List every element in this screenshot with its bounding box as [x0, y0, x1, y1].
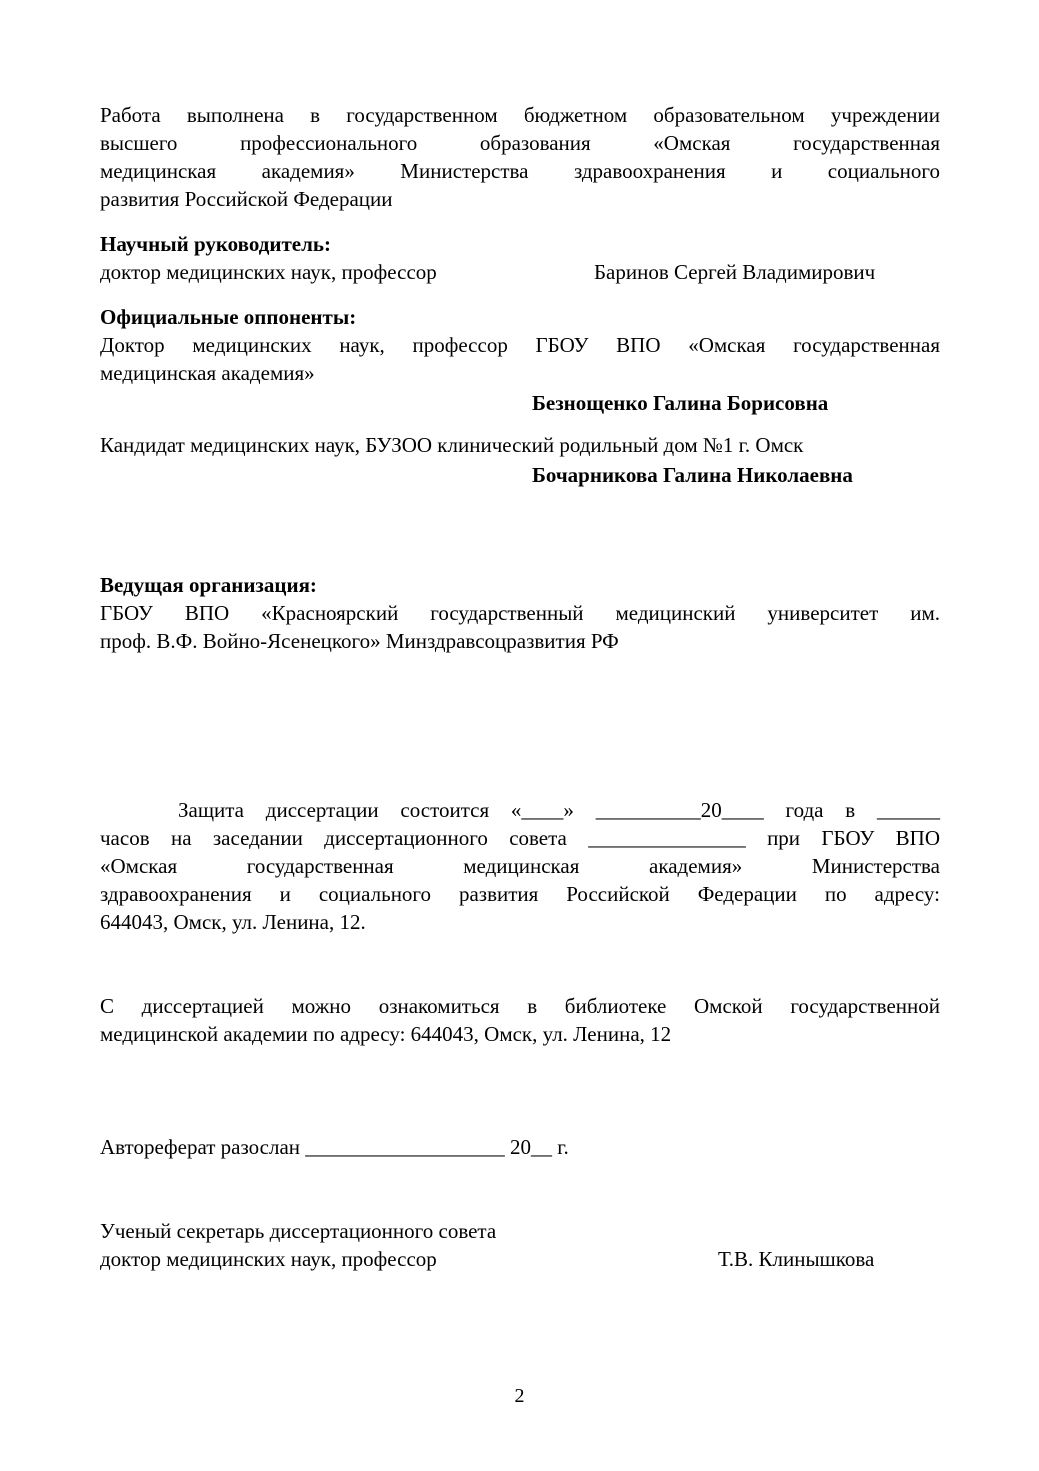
opponent-2-line: Кандидат медицинских наук, БУЗОО клинический родильный дом №1 г. Омск	[100, 433, 804, 457]
defense-line: 644043, Омск, ул. Ленина, 12.	[100, 910, 366, 934]
opponent-1-name: Безнощенко Галина Борисовна	[532, 391, 829, 415]
abstract-sent-line: Автореферат разослан ___________________ 20__ г.	[100, 1135, 569, 1159]
intro-line: Работа выполнена в государственном бюджетном образовательном учреждении	[100, 103, 940, 127]
opponent-1-line: Доктор медицинских наук, профессор ГБОУ ВПО «Омская государственная	[100, 333, 940, 357]
defense-line: «Омская государственная медицинская академия» Министерства	[100, 854, 940, 878]
supervisor-heading: Научный руководитель:	[100, 232, 331, 256]
supervisor-section	[100, 230, 940, 286]
library-paragraph	[100, 992, 940, 1048]
opponents-heading: Официальные оппоненты:	[100, 305, 357, 329]
secretary-section	[100, 1217, 940, 1273]
opponent-2	[100, 431, 940, 489]
opponents-section	[100, 303, 940, 417]
intro-line: развития Российской Федерации	[100, 187, 393, 211]
supervisor-title: доктор медицинских наук, профессор	[100, 260, 437, 284]
defense-paragraph	[100, 796, 940, 936]
defense-line: часов на заседании диссертационного совета _______________ при ГБОУ ВПО	[100, 826, 940, 850]
secretary-name: Т.В. Клинышкова	[718, 1247, 875, 1271]
library-line: С диссертацией можно ознакомиться в библиотеке Омской государственной	[100, 994, 940, 1018]
leading-org-line: проф. В.Ф. Войно-Ясенецкого» Минздравсоцразвития РФ	[100, 629, 619, 653]
leading-org-heading: Ведущая организация:	[100, 573, 317, 597]
secretary-line: Ученый секретарь диссертационного совета	[100, 1219, 497, 1243]
opponent-1-line: медицинская академия»	[100, 361, 315, 385]
defense-line: здравоохранения и социального развития Российской Федерации по адресу:	[100, 882, 940, 906]
secretary-title: доктор медицинских наук, профессор	[100, 1247, 437, 1271]
abstract-sent	[100, 1133, 940, 1161]
supervisor-name: Баринов Сергей Владимирович	[594, 260, 876, 284]
leading-org-line: ГБОУ ВПО «Красноярский государственный медицинский университет им.	[100, 601, 940, 625]
intro-line: медицинская академия» Министерства здравоохранения и социального	[100, 159, 940, 183]
defense-line: Защита диссертации состоится «____» __________20____ года в ______	[178, 798, 940, 822]
opponent-2-name: Бочарникова Галина Николаевна	[532, 463, 853, 487]
leading-org-section	[100, 571, 940, 655]
intro-line: высшего профессионального образования «Омская государственная	[100, 131, 940, 155]
intro-paragraph	[100, 101, 940, 213]
library-line: медицинской академии по адресу: 644043, Омск, ул. Ленина, 12	[100, 1022, 672, 1046]
page-number: 2	[514, 1385, 525, 1407]
